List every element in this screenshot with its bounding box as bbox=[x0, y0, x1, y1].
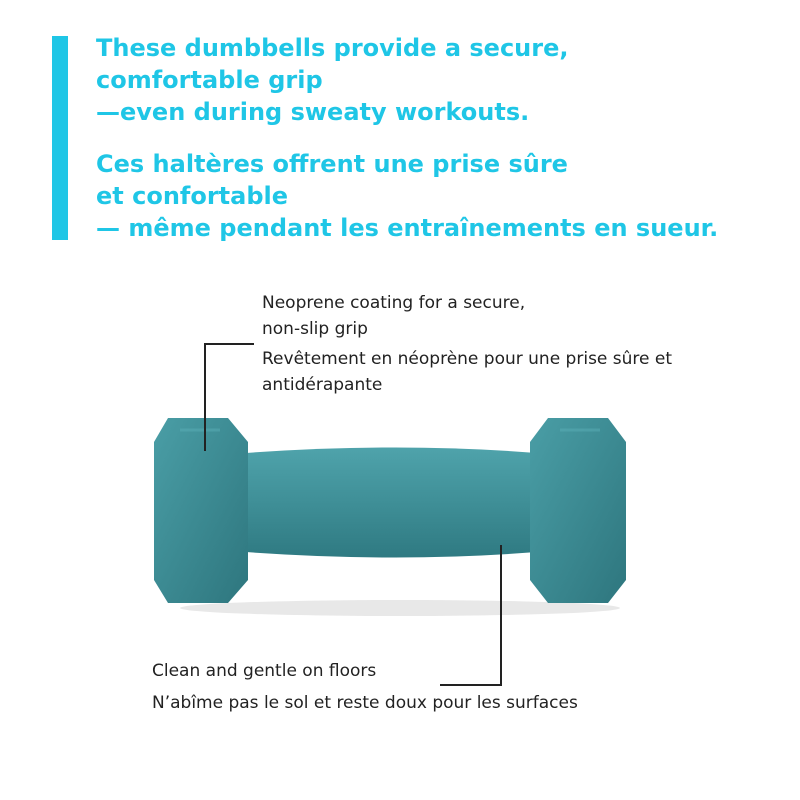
floor-callout-line-vertical bbox=[500, 545, 502, 685]
grip-callout-line-horizontal bbox=[204, 343, 254, 345]
floor-callout-line-horizontal bbox=[440, 684, 502, 686]
grip-callout-english: Neoprene coating for a secure, non-slip grip bbox=[262, 293, 526, 339]
headline-english: These dumbbells provide a secure, comfortable grip —even during sweaty workouts. bbox=[96, 34, 569, 126]
grip-callout-french: Revêtement en néoprène pour une prise sûre et antidérapante bbox=[262, 349, 673, 395]
grip-callout-line-vertical bbox=[204, 343, 206, 451]
floor-callout-french: N’abîme pas le sol et reste doux pour les surfaces bbox=[152, 693, 578, 713]
headline-french: Ces haltères offrent une prise sûre et confortable — même pendant les entraînements en sueur. bbox=[96, 150, 719, 242]
accent-bar bbox=[52, 36, 68, 240]
dumbbell-image bbox=[150, 400, 650, 620]
floor-callout-english: Clean and gentle on floors bbox=[152, 661, 377, 681]
